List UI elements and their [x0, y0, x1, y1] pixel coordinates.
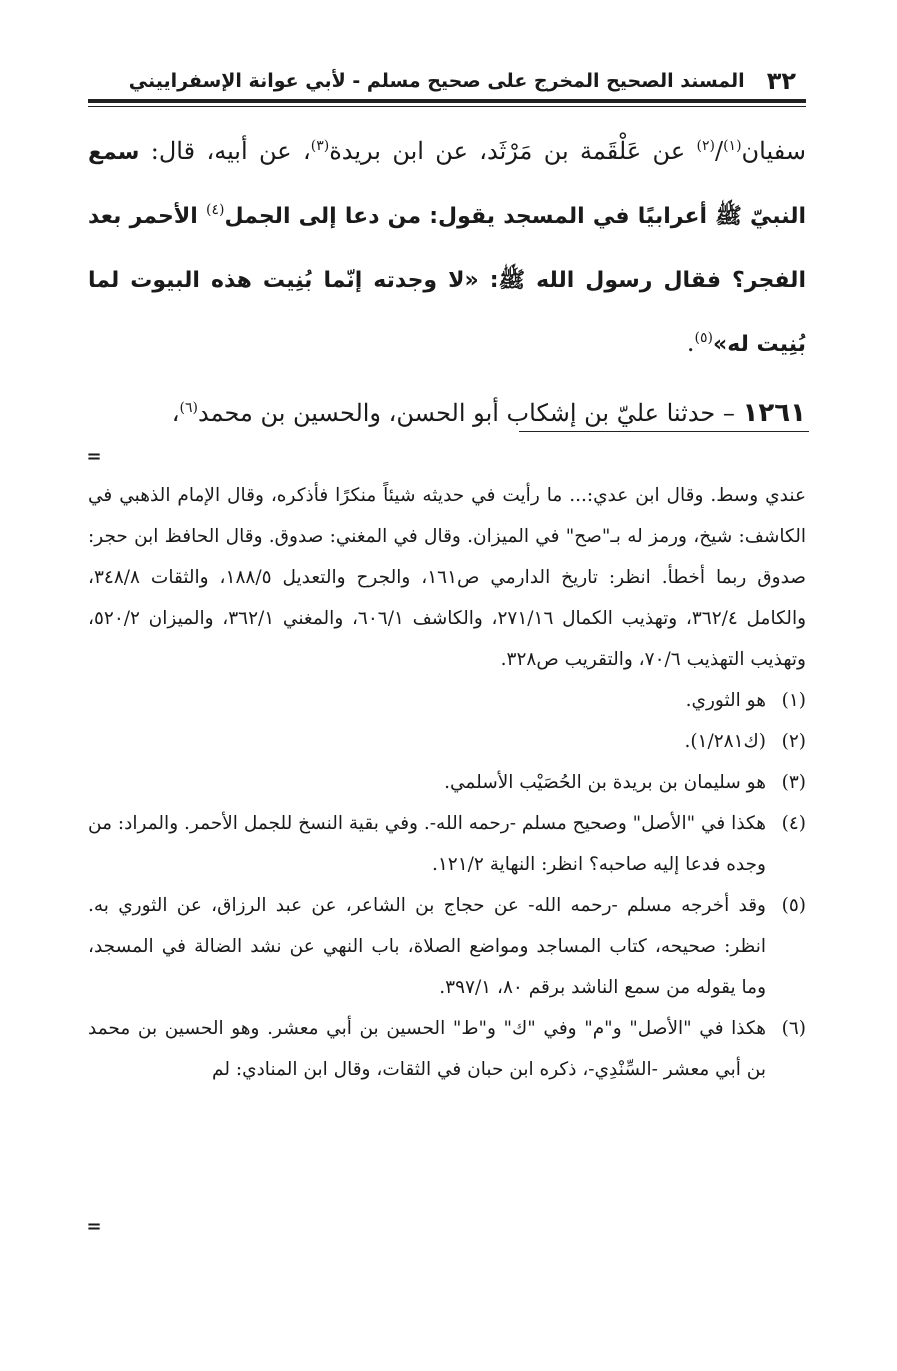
footnote-text: هو الثوري. — [685, 690, 766, 711]
footnote-label: (٥) — [781, 895, 806, 916]
footnotes — [88, 475, 806, 1090]
footnote-text: (ك١/٢٨١). — [684, 731, 766, 752]
footnote-text: وقد أخرجه مسلم -رحمه الله- عن حجاج بن الشاعر، عن عبد الرزاق، عن الثوري به. انظر: صحيحه، كتاب المساجد ومواضع الصلاة، باب النهي عن نشد الضالة في المسجد، وما يقوله من سمع الناشد برقم ٨٠، ٣٩٧/١. — [88, 895, 766, 998]
page-header — [88, 58, 806, 98]
text-run: ، — [171, 399, 180, 427]
hadith-1261 — [88, 382, 806, 444]
footnote-label: (٦) — [781, 1018, 806, 1039]
footnote-5 — [88, 885, 806, 1008]
continuation-mark-top: = — [86, 446, 102, 467]
footnote-label: (٣) — [781, 772, 806, 793]
footnote-ref-5[interactable]: (٥) — [694, 330, 714, 346]
footnote-6 — [88, 1008, 806, 1090]
footnote-2 — [88, 721, 806, 762]
continuation-mark-bottom: = — [86, 1216, 102, 1237]
text-run: – حدثنا عليّ بن إشكاب أبو الحسن، والحسين بن محمد — [198, 399, 743, 427]
footnote-ref-1[interactable]: (١) — [723, 138, 742, 154]
footnote-ref-4[interactable]: (٤) — [205, 202, 225, 218]
header-rule — [88, 99, 806, 103]
footnote-1 — [88, 680, 806, 721]
main-text — [88, 120, 806, 444]
footnote-label: (١) — [781, 690, 806, 711]
footnote-ref-3[interactable]: (٣) — [310, 138, 330, 154]
header-rule-thin — [88, 106, 806, 107]
hadith-continuation — [88, 120, 806, 376]
footnote-ref-6[interactable]: (٦) — [179, 400, 198, 416]
text-run: ، عن أبيه، قال: — [139, 137, 311, 165]
text-run: سفيان — [741, 137, 806, 165]
hadith-matn-cont: الأحمر بعد الفجر؟ فقال رسول الله ﷺ: «لا وجدته إنّما بُنِيت هذه البيوت لما بُنِيت له» — [88, 204, 806, 357]
text-run: . — [686, 329, 695, 357]
footnote-3 — [88, 762, 806, 803]
footnote-label: (٢) — [781, 731, 806, 752]
hadith-matn: سمع النبيّ ﷺ أعرابيًا في المسجد يقول: من دعا إلى الجمل — [88, 140, 806, 229]
footnote-separator — [519, 431, 809, 432]
footnote-ref-2[interactable]: (٢) — [696, 138, 715, 154]
text-run: / — [714, 137, 724, 165]
footnote-text: هو سليمان بن بريدة بن الحُصَيْب الأسلمي. — [444, 772, 766, 793]
footnote-label: (٤) — [781, 813, 806, 834]
footnote-4 — [88, 803, 806, 885]
footnote-carryover: عندي وسط. وقال ابن عدي:... ما رأيت في حديثه شيئاً منكرًا فأذكره، وقال الإمام الذهبي في الكاشف: شيخ، ورمز له بـ"صح" في الميزان. وقال في المغني: صدوق. وقال الحافظ ابن حجر: صدوق ربما أخطأ. انظر: تاريخ الدارمي ص١٦١، والجرح والتعديل ١٨٨/٥، والثقات ٣٤٨/٨، والكامل ٣٦٢/٤، وتهذيب الكمال ٢٧١/١٦، والكاشف ٦٠٦/١، والمغني ٣٦٢/١، والميزان ٥٢٠/٢، وتهذيب التهذيب ٧٠/٦، والتقريب ص٣٢٨. — [88, 485, 807, 670]
text-run: عن عَلْقَمة بن مَرْثَد، عن ابن بريدة — [329, 137, 697, 165]
running-title: المسند الصحيح المخرج على صحيح مسلم - لأبي عوانة الإسفراييني — [128, 70, 745, 92]
page-number: ٣٢ — [766, 67, 796, 95]
footnote-text: هكذا في "الأصل" وصحيح مسلم -رحمه الله-. وفي بقية النسخ للجمل الأحمر. والمراد: من وجده فدعا إليه صاحبه؟ انظر: النهاية ١٢١/٢. — [88, 813, 766, 875]
hadith-number: ١٢٦١ — [742, 398, 806, 428]
footnote-text: هكذا في "الأصل" و"م" وفي "ك" و"ط" الحسين بن أبي معشر. وهو الحسين بن محمد بن أبي معشر -السِّنْدِي-، ذكره ابن حبان في الثقات، وقال ابن المنادي: لم — [88, 1018, 766, 1080]
